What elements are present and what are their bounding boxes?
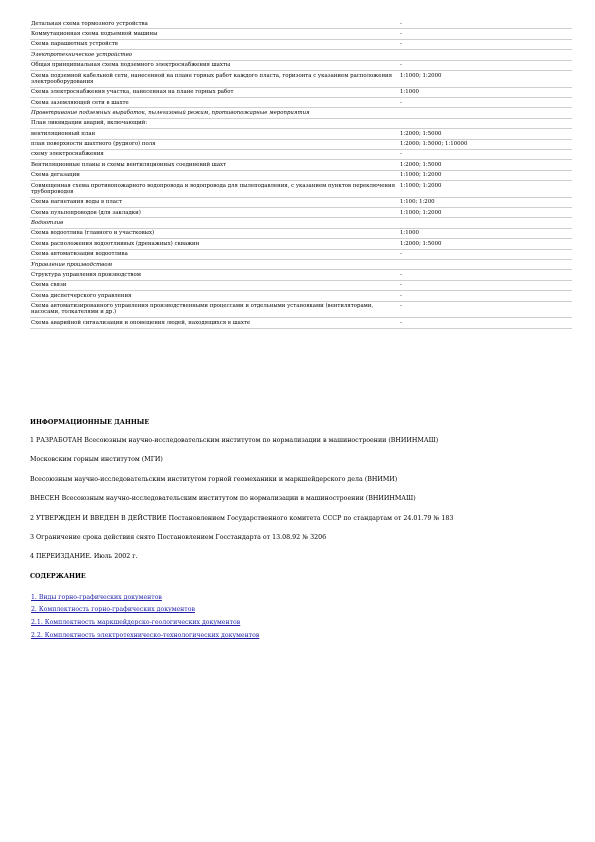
scale-cell (399, 50, 572, 60)
section-header-row (30, 108, 572, 118)
toc-link-2-1[interactable]: 2.1. Комплектность маркшейдерско-геологических документов (31, 619, 241, 626)
table-row (30, 280, 572, 290)
documents-table (30, 19, 572, 329)
document-name-cell: Схема автоматизации водоотлива (30, 249, 399, 259)
info-item-3: 3 Ограничение срока действия снято Постановлением Госстандарта от 13.08.92 № 3206 (30, 534, 327, 541)
document-name-cell: Проветривание подземных выработок, пылегазовый режим, противопожарные мероприятия (30, 108, 399, 118)
scale-cell: 1:100; 1:200 (399, 197, 572, 207)
toc-link-2[interactable]: 2. Комплектность горно-графических документов (31, 606, 195, 613)
table-row (30, 129, 572, 139)
scale-cell: 1:1000; 1:2000 (399, 208, 572, 218)
scale-cell: - (399, 291, 572, 301)
document-name-cell: Электротехническое устройство (30, 50, 399, 60)
scale-cell: 1:1000; 1:2000 (399, 70, 572, 87)
scale-cell (399, 260, 572, 270)
document-name-cell: Схема пульпопроводов (для закладки) (30, 208, 399, 218)
table-row (30, 239, 572, 249)
document-name-cell: Схема парашютных устройств (30, 39, 399, 49)
scale-cell: 1:1000 (399, 228, 572, 238)
document-name-cell: Совмещенная схема противопожарного водопровода и водопровода для пылеподавления, с указанием пунктов переключения трубопроводов (30, 181, 399, 198)
document-name-cell: Схема водоотлива (главного и участковых) (30, 228, 399, 238)
toc-link-2-2[interactable]: 2.2. Комплектность электротехническо-технологических документов (31, 632, 260, 639)
scale-cell: - (399, 19, 572, 29)
info-item-4: 4 ПЕРЕИЗДАНИЕ. Июль 2002 г. (30, 553, 138, 560)
document-name-cell: Схема заземляющей сети в шахте (30, 97, 399, 107)
contents-heading: СОДЕРЖАНИЕ (30, 573, 86, 580)
scale-cell: 1:1000; 1:2000 (399, 181, 572, 198)
table-row (30, 301, 572, 318)
document-name-cell: Общая принципиальная схема подземного электроснабжения шахты (30, 60, 399, 70)
document-name-cell: план поверхности шахтного (рудного) поля (30, 139, 399, 149)
table-row (30, 97, 572, 107)
document-name-cell: Схема автоматизированного управления производственными процессами и отдельными установками (вентиляторами, насосами, толкателями и др.) (30, 301, 399, 318)
documents-table-body (30, 19, 572, 328)
table-row (30, 160, 572, 170)
table-row (30, 318, 572, 328)
table-row (30, 149, 572, 159)
document-name-cell: Схема расположения водоотливных (дренажных) скважин (30, 239, 399, 249)
scale-cell: - (399, 149, 572, 159)
toc-link-1[interactable]: 1. Виды горно-графических документов (31, 594, 162, 601)
document-name-cell: Схема дегазации (30, 170, 399, 180)
table-row (30, 291, 572, 301)
document-name-cell: План ликвидации аварий, включающий: (30, 118, 399, 128)
table-row (30, 139, 572, 149)
scale-cell: 1:2000; 1:5000 (399, 129, 572, 139)
table-row (30, 208, 572, 218)
document-name-cell: Схема аварийной сигнализации и оповещения людей, находящихся в шахте (30, 318, 399, 328)
document-name-cell: Управление производством (30, 260, 399, 270)
table-row (30, 270, 572, 280)
document-name-cell: вентиляционный план (30, 129, 399, 139)
scale-cell (399, 118, 572, 128)
table-row (30, 19, 572, 29)
scale-cell: - (399, 301, 572, 318)
info-item-1-developer-3: Всесоюзным научно-исследовательским институтом горной геомеханики и маркшейдерского дела (ВНИМИ) (30, 476, 398, 483)
document-name-cell: Коммутационная схема подъемной машины (30, 29, 399, 39)
table-row (30, 197, 572, 207)
info-item-1-developer-2: Московским горным институтом (МГИ) (30, 456, 163, 463)
document-name-cell: Схема подземной кабельной сети, нанесенной на плане горных работ каждого пласта, горизонта с указанием расположения электрооборудования (30, 70, 399, 87)
scale-cell: 1:2000; 1:5000 (399, 160, 572, 170)
info-item-1-introduced-by: ВНЕСЕН Всесоюзным научно-исследовательским институтом по нормализации в машиностроении (ВНИИНМАШ) (30, 495, 416, 502)
info-item-2: 2 УТВЕРЖДЕН И ВВЕДЕН В ДЕЙСТВИЕ Постановлением Государственного комитета СССР по стандартам от 24.01.79 № 183 (30, 515, 454, 522)
document-name-cell: Водоотлив (30, 218, 399, 228)
document-name-cell: Схема связи (30, 280, 399, 290)
table-row (30, 39, 572, 49)
table-row (30, 70, 572, 87)
scale-cell: 1:2000; 1:5000; 1:10000 (399, 139, 572, 149)
info-heading: ИНФОРМАЦИОННЫЕ ДАННЫЕ (30, 419, 150, 426)
table-row (30, 228, 572, 238)
info-item-1: 1 РАЗРАБОТАН Всесоюзным научно-исследовательским институтом по нормализации в машиностроении (ВНИИНМАШ) (30, 437, 439, 444)
scale-cell: 1:1000; 1:2000 (399, 170, 572, 180)
scale-cell: 1:2000; 1:5000 (399, 239, 572, 249)
section-header-row (30, 50, 572, 60)
table-row (30, 170, 572, 180)
scale-cell: - (399, 318, 572, 328)
section-header-row (30, 218, 572, 228)
scale-cell: - (399, 249, 572, 259)
scale-cell: - (399, 270, 572, 280)
table-row (30, 118, 572, 128)
table-row (30, 181, 572, 198)
table-row (30, 60, 572, 70)
document-name-cell: Структура управления производством (30, 270, 399, 280)
table-row (30, 29, 572, 39)
scale-cell: - (399, 60, 572, 70)
scale-cell: - (399, 97, 572, 107)
document-name-cell: Вентиляционные планы и схемы вентиляционных соединений шахт (30, 160, 399, 170)
table-row (30, 249, 572, 259)
scale-cell (399, 218, 572, 228)
scale-cell: 1:1000 (399, 87, 572, 97)
document-name-cell: Схема диспетчерского управления (30, 291, 399, 301)
table-row (30, 87, 572, 97)
scale-cell: - (399, 29, 572, 39)
section-header-row (30, 260, 572, 270)
document-name-cell: Схема нагнетания воды в пласт (30, 197, 399, 207)
scale-cell: - (399, 39, 572, 49)
scale-cell (399, 108, 572, 118)
document-name-cell: Детальная схема тормозного устройства (30, 19, 399, 29)
scale-cell: - (399, 280, 572, 290)
document-name-cell: Схема электроснабжения участка, нанесенная на плане горных работ (30, 87, 399, 97)
document-name-cell: схему электроснабжения (30, 149, 399, 159)
